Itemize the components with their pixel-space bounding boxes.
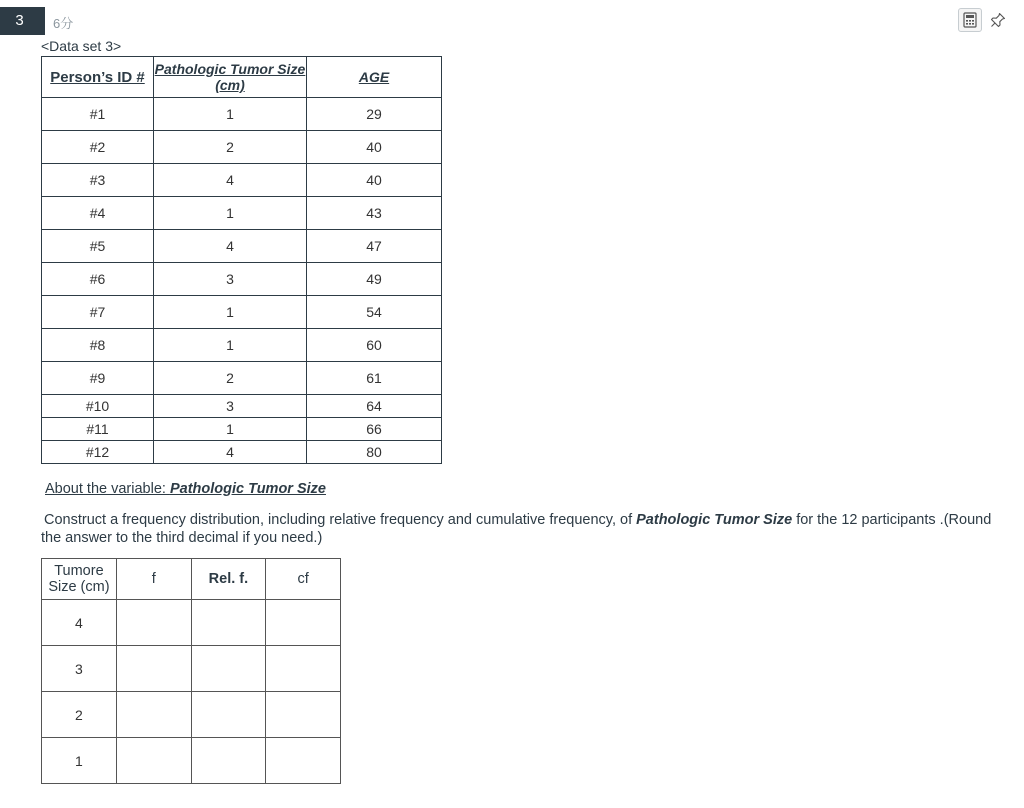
cell-age: 61 xyxy=(307,362,442,395)
cell-age: 66 xyxy=(307,418,442,441)
answer-cell-f[interactable] xyxy=(116,738,191,784)
question-number: 3 xyxy=(0,7,45,35)
cell-id: #3 xyxy=(42,164,154,197)
answer-cell-f[interactable] xyxy=(116,692,191,738)
table-row xyxy=(42,98,442,131)
answer-cell-rel-f[interactable] xyxy=(191,600,266,646)
size-value: 4 xyxy=(42,600,117,646)
column-header-rel-f: Rel. f. xyxy=(191,559,266,600)
frequency-row xyxy=(42,738,341,784)
answer-cell-f[interactable] xyxy=(116,646,191,692)
cell-id: #8 xyxy=(42,329,154,362)
calculator-button[interactable] xyxy=(958,8,982,32)
table-row xyxy=(42,263,442,296)
cell-size: 3 xyxy=(154,395,307,418)
cell-id: #11 xyxy=(42,418,154,441)
table-row xyxy=(42,131,442,164)
question-tools xyxy=(958,8,1010,32)
cell-id: #5 xyxy=(42,230,154,263)
instruction-variable-name: Pathologic Tumor Size xyxy=(636,512,793,528)
cell-size: 4 xyxy=(154,230,307,263)
cell-size: 2 xyxy=(154,362,307,395)
question-points: 6分 xyxy=(53,16,74,31)
calculator-icon xyxy=(963,12,977,28)
size-value: 3 xyxy=(42,646,117,692)
cell-age: 60 xyxy=(307,329,442,362)
column-header-cf: cf xyxy=(266,559,341,600)
cell-id: #1 xyxy=(42,98,154,131)
table-row xyxy=(42,329,442,362)
frequency-row xyxy=(42,692,341,738)
pin-icon xyxy=(990,12,1006,28)
table-row xyxy=(42,395,442,418)
table-row xyxy=(42,197,442,230)
cell-id: #9 xyxy=(42,362,154,395)
cell-id: #10 xyxy=(42,395,154,418)
table-header-row xyxy=(42,57,442,98)
about-variable: About the variable: Pathologic Tumor Size xyxy=(45,481,326,497)
pin-button[interactable] xyxy=(986,8,1010,32)
cell-size: 3 xyxy=(154,263,307,296)
cell-age: 29 xyxy=(307,98,442,131)
about-variable-name: Pathologic Tumor Size xyxy=(169,481,326,497)
table-row xyxy=(42,362,442,395)
table-row xyxy=(42,296,442,329)
cell-age: 43 xyxy=(307,197,442,230)
cell-size: 1 xyxy=(154,329,307,362)
cell-size: 1 xyxy=(154,197,307,230)
cell-size: 4 xyxy=(154,164,307,197)
data-table xyxy=(41,56,442,464)
cell-size: 4 xyxy=(154,441,307,464)
cell-size: 1 xyxy=(154,98,307,131)
answer-cell-rel-f[interactable] xyxy=(191,646,266,692)
answer-cell-cf[interactable] xyxy=(266,600,341,646)
size-value: 2 xyxy=(42,692,117,738)
cell-id: #6 xyxy=(42,263,154,296)
cell-age: 64 xyxy=(307,395,442,418)
table-row xyxy=(42,164,442,197)
answer-cell-cf[interactable] xyxy=(266,646,341,692)
column-header-age: AGE xyxy=(307,57,442,98)
question-instruction: Construct a frequency distribution, including relative frequency and cumulative frequency, of Pathologic Tumor Size for the 12 participants .(Round the answer to the third decimal if you need.) xyxy=(41,512,992,546)
answer-cell-f[interactable] xyxy=(116,600,191,646)
table-row xyxy=(42,230,442,263)
frequency-row xyxy=(42,646,341,692)
frequency-table xyxy=(41,558,341,784)
column-header-person-id: Person’s ID # xyxy=(42,57,154,98)
table-row xyxy=(42,418,442,441)
cell-id: #12 xyxy=(42,441,154,464)
cell-age: 47 xyxy=(307,230,442,263)
cell-age: 80 xyxy=(307,441,442,464)
cell-id: #7 xyxy=(42,296,154,329)
column-header-tumor-size: Tumore Size (cm) xyxy=(42,559,117,600)
cell-age: 54 xyxy=(307,296,442,329)
cell-id: #4 xyxy=(42,197,154,230)
cell-size: 1 xyxy=(154,296,307,329)
cell-age: 49 xyxy=(307,263,442,296)
cell-age: 40 xyxy=(307,164,442,197)
answer-cell-cf[interactable] xyxy=(266,692,341,738)
cell-size: 2 xyxy=(154,131,307,164)
cell-age: 40 xyxy=(307,131,442,164)
cell-id: #2 xyxy=(42,131,154,164)
frequency-header-row xyxy=(42,559,341,600)
answer-cell-rel-f[interactable] xyxy=(191,738,266,784)
answer-cell-cf[interactable] xyxy=(266,738,341,784)
column-header-tumor-size: Pathologic Tumor Size (cm) xyxy=(154,57,307,98)
cell-size: 1 xyxy=(154,418,307,441)
table-row xyxy=(42,441,442,464)
dataset-label: <Data set 3> xyxy=(41,38,122,54)
frequency-row xyxy=(42,600,341,646)
column-header-f: f xyxy=(116,559,191,600)
size-value: 1 xyxy=(42,738,117,784)
answer-cell-rel-f[interactable] xyxy=(191,692,266,738)
